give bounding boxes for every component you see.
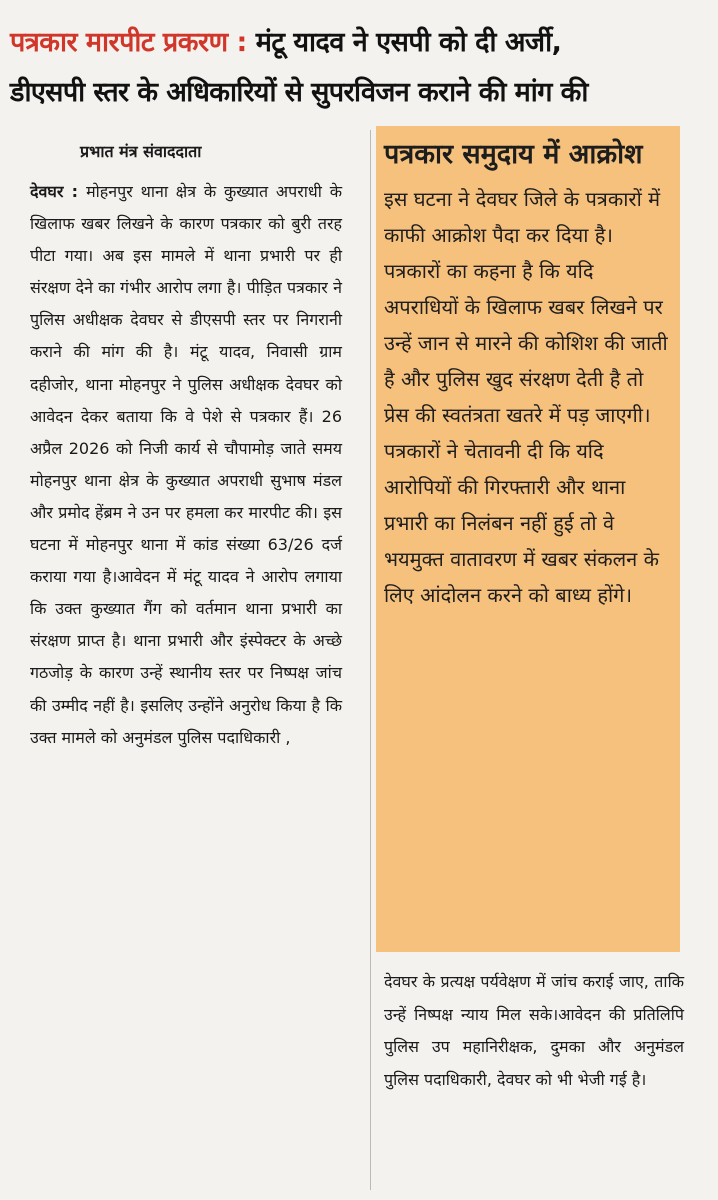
headline-line-2: डीएसपी स्तर के अधिकारियों से सुपरविजन कराने की मांग की (10, 77, 588, 108)
column-divider (370, 130, 371, 1190)
article-body-left (30, 176, 342, 754)
sidebar-box (376, 126, 680, 952)
headline-main: मंटू यादव ने एसपी को दी अर्जी, (255, 27, 562, 58)
article-body-right: देवघर के प्रत्यक्ष पर्यवेक्षण में जांच कराई जाए, ताकि उन्हें निष्पक्ष न्याय मिल सके।आवेदन की प्रतिलिपि पुलिस उप महानिरीक्षक, दुमका और अनुमंडल पुलिस पदाधिकारी, देवघर को भी भेजी गई है। (384, 972, 684, 1089)
headline-kicker: पत्रकार मारपीट प्रकरण : (10, 27, 247, 58)
headline-line-1 (10, 18, 710, 68)
dateline: देवघर : (30, 182, 79, 201)
byline: प्रभात मंत्र संवाददाता (80, 142, 202, 161)
sidebar-title: पत्रकार समुदाय में आक्रोश (384, 139, 643, 170)
headline (10, 18, 710, 118)
sidebar-text: इस घटना ने देवघर जिले के पत्रकारों में काफी आक्रोश पैदा कर दिया है। पत्रकारों का कहना है कि यदि अपराधियों के खिलाफ खबर लिखने पर उन्हें जान से मारने की कोशिश की जाती है और पुलिस खुद संरक्षण देती है तो प्रेस की स्वतंत्रता खतरे में पड़ जाएगी। पत्रकारों ने चेतावनी दी कि यदि आरोपियों की गिरफ्तारी और थाना प्रभारी का निलंबन नहीं हुई तो वे भयमुक्त वातावरण में खबर संकलन के लिए आंदोलन करने को बाध्य होंगे। (384, 187, 668, 607)
article-text-left: मोहनपुर थाना क्षेत्र के कुख्यात अपराधी के खिलाफ खबर लिखने के कारण पत्रकार को बुरी तरह पीटा गया। अब इस मामले में थाना प्रभारी पर ही संरक्षण देने का गंभीर आरोप लगा है। पीड़ित पत्रकार ने पुलिस अधीक्षक देवघर से डीएसपी स्तर पर निगरानी कराने की मांग की है। मंटू यादव, निवासी ग्राम दहीजोर, थाना मोहनपुर ने पुलिस अधीक्षक देवघर को आवेदन देकर बताया कि वे पेशे से पत्रकार हैं। 26 अप्रैल 2026 को निजी कार्य से चौपामोड़ जाते समय मोहनपुर थाना क्षेत्र के कुख्यात अपराधी सुभाष मंडल और प्रमोद हेंब्रम ने उन पर हमला कर मारपीट की। इस घटना में मोहनपुर थाना में कांड संख्या 63/26 दर्ज कराया गया है।आवेदन में मंटू यादव ने आरोप लगाया कि उक्त कुख्यात गैंग को वर्तमान थाना प्रभारी का संरक्षण प्राप्त है। थाना प्रभारी और इंस्पेक्टर के अच्छे गठजोड़ के कारण उन्हें स्थानीय स्तर पर निष्पक्ष जांच की उम्मीद नहीं है। इसलिए उन्होंने अनुरोध किया है कि उक्त मामले को अनुमंडल पुलिस पदाधिकारी , (30, 182, 342, 747)
